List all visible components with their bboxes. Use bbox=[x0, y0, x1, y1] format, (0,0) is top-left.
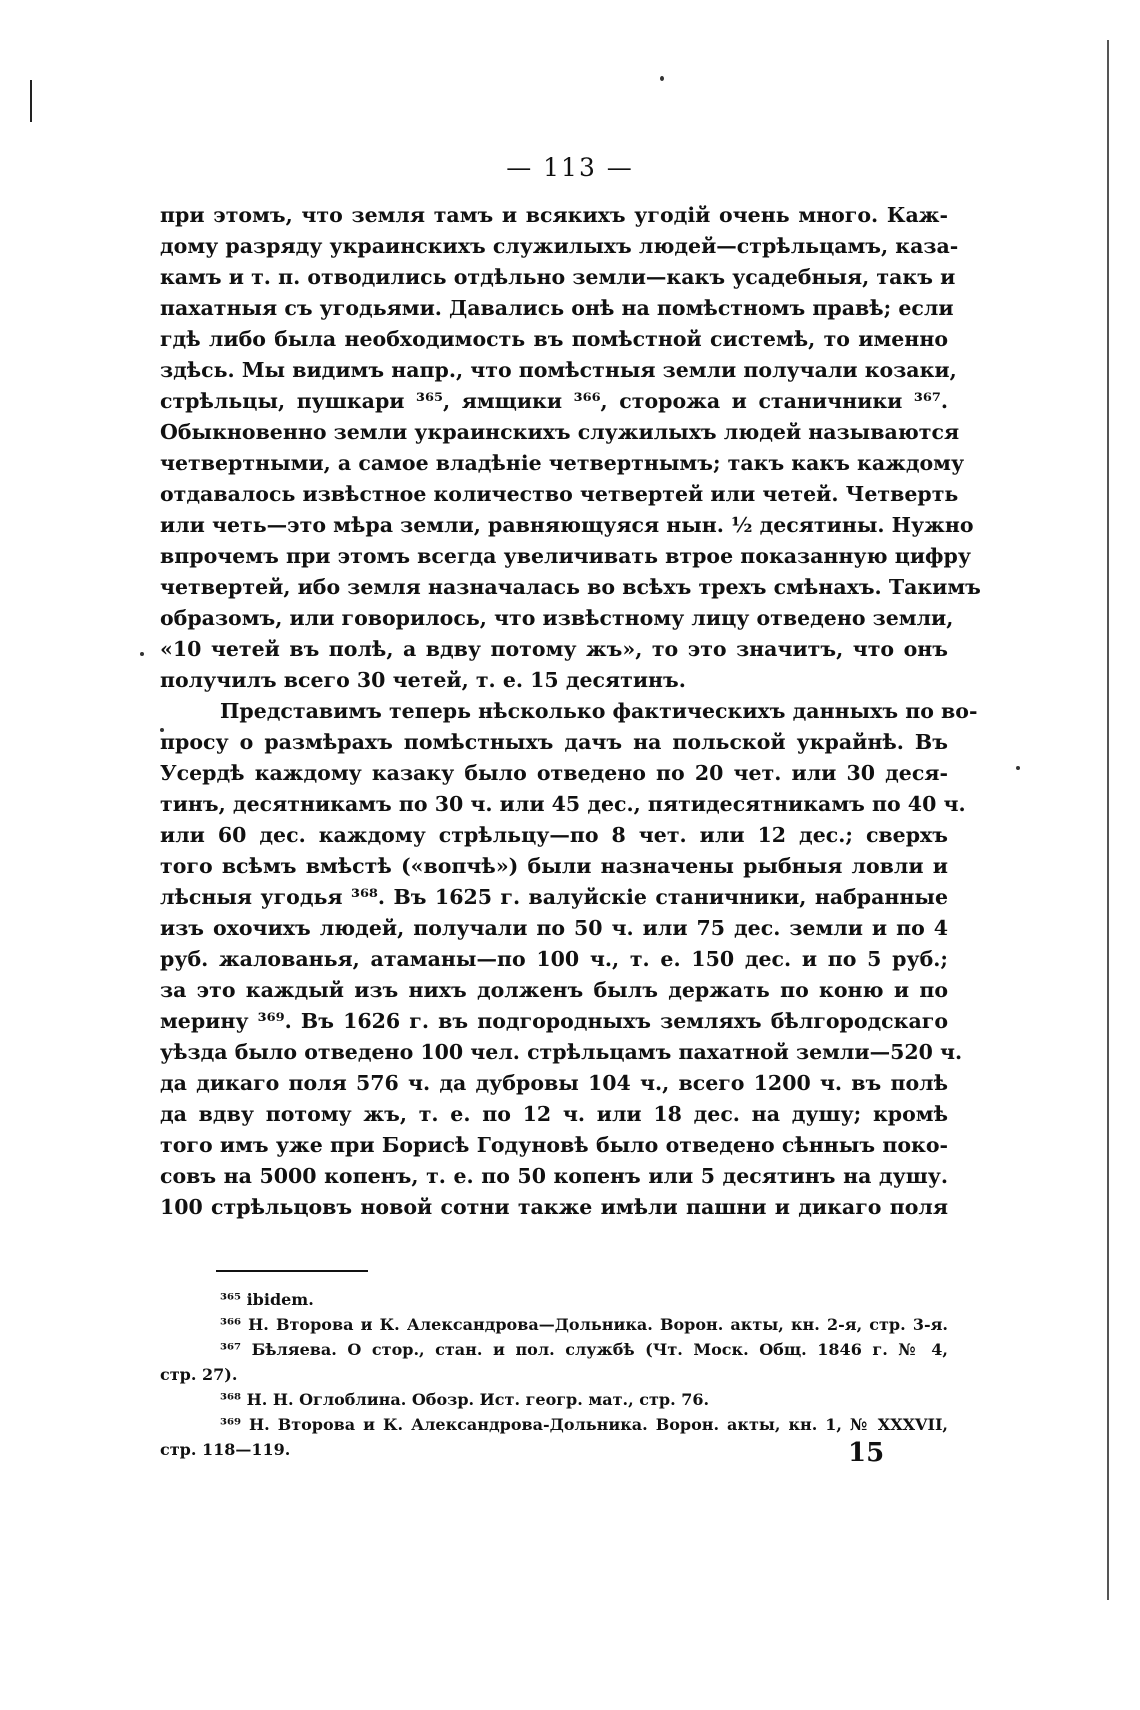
text-line: руб. жалованья, атаманы—по 100 ч., т. е. 150 дес. и по 5 руб.; bbox=[160, 947, 948, 971]
footnote-continuation: стр. 27). bbox=[160, 1365, 238, 1384]
text-line: образомъ, или говорилось, что извѣстному лицу отведено земли, bbox=[160, 606, 954, 630]
printer-signature: 15 bbox=[848, 1438, 885, 1468]
text-line: мерину ³⁶⁹. Въ 1626 г. въ подгородныхъ земляхъ бѣлгородскаго bbox=[160, 1009, 948, 1033]
text-line: или четь—это мѣра земли, равняющуяся нын. ½ десятины. Нужно bbox=[160, 513, 974, 537]
text-line: Обыкновенно земли украинскихъ служилыхъ людей называются bbox=[160, 420, 960, 444]
text-line: того имъ уже при Борисѣ Годуновѣ было отведено сѣнныъ поко- bbox=[160, 1133, 948, 1157]
footnote: ³⁶⁵ ibidem. bbox=[220, 1290, 314, 1309]
text-line: 100 стрѣльцовъ новой сотни также имѣли пашни и дикаго поля bbox=[160, 1195, 948, 1219]
text-line: лѣсныя угодья ³⁶⁸. Въ 1625 г. валуйскіе станичники, набранные bbox=[160, 885, 948, 909]
text-line: просу о размѣрахъ помѣстныхъ дачъ на польской украйнѣ. Въ bbox=[160, 730, 948, 754]
text-line: камъ и т. п. отводились отдѣльно земли—какъ усадебныя, такъ и bbox=[160, 265, 956, 289]
page-number: — 113 — bbox=[506, 153, 634, 182]
right-edge-mark bbox=[1107, 40, 1109, 1600]
footnote: ³⁶⁸ Н. Н. Оглоблина. Обозр. Ист. геогр. мат., стр. 76. bbox=[220, 1390, 710, 1409]
text-line: четвертными, а самое владѣніе четвертнымъ; такъ какъ каждому bbox=[160, 451, 965, 475]
paragraph-start-line: Представимъ теперь нѣсколько фактическихъ данныхъ по во- bbox=[220, 699, 978, 723]
text-line: здѣсь. Мы видимъ напр., что помѣстныя земли получали козаки, bbox=[160, 358, 957, 382]
text-line: пахатныя съ угодьями. Давались онѣ на помѣстномъ правѣ; если bbox=[160, 296, 954, 320]
text-line: отдавалось извѣстное количество четвертей или четей. Четверть bbox=[160, 482, 959, 506]
text-line: гдѣ либо была необходимость въ помѣстной системѣ, то именно bbox=[160, 327, 948, 351]
text-line: дому разряду украинскихъ служилыхъ людей—стрѣльцамъ, каза- bbox=[160, 234, 959, 258]
footnote: ³⁶⁶ Н. Второва и К. Александрова—Дольника. Ворон. акты, кн. 2-я, стр. 3-я. bbox=[220, 1315, 948, 1334]
text-line: или 60 дес. каждому стрѣльцу—по 8 чет. или 12 дес.; сверхъ bbox=[160, 823, 948, 847]
text-line: да дикаго поля 576 ч. да дубровы 104 ч., всего 1200 ч. въ полѣ bbox=[160, 1071, 948, 1095]
text-line: за это каждый изъ нихъ долженъ былъ держать по коню и по bbox=[160, 978, 948, 1002]
main-text bbox=[160, 200, 981, 1223]
speck bbox=[140, 652, 144, 656]
footnote: ³⁶⁹ Н. Второва и К. Александрова-Дольника. Ворон. акты, кн. 1, № XXXVII, bbox=[220, 1415, 948, 1434]
text-line: впрочемъ при этомъ всегда увеличивать втрое показанную цифру bbox=[160, 544, 972, 568]
footnote-continuation: стр. 118—119. bbox=[160, 1440, 291, 1459]
text-line: Усердѣ каждому казаку было отведено по 20 чет. или 30 деся- bbox=[160, 761, 948, 785]
text-line: да вдву потому жъ, т. е. по 12 ч. или 18 дес. на душу; кромѣ bbox=[160, 1102, 948, 1126]
text-line: тинъ, десятникамъ по 30 ч. или 45 дес., пятидесятникамъ по 40 ч. bbox=[160, 792, 966, 816]
footnote-separator bbox=[216, 1270, 368, 1272]
text-line: «10 четей въ полѣ, а вдву потому жъ», то это значитъ, что онъ bbox=[160, 637, 948, 661]
text-line: стрѣльцы, пушкари ³⁶⁵, ямщики ³⁶⁶, сторожа и станичники ³⁶⁷. bbox=[160, 389, 948, 413]
text-line: изъ охочихъ людей, получали по 50 ч. или 75 дес. земли и по 4 bbox=[160, 916, 948, 940]
text-line: при этомъ, что земля тамъ и всякихъ угодій очень много. Каж- bbox=[160, 203, 948, 227]
text-line: того всѣмъ вмѣстѣ («вопчѣ») были назначены рыбныя ловли и bbox=[160, 854, 948, 878]
text-line: уѣзда было отведено 100 чел. стрѣльцамъ пахатной земли—520 ч. bbox=[160, 1040, 963, 1064]
footnote: ³⁶⁷ Бѣляева. О стор., стан. и пол. службѣ (Чт. Моск. Общ. 1846 г. № 4, bbox=[220, 1340, 948, 1359]
left-edge-mark bbox=[30, 80, 32, 122]
speck bbox=[1016, 766, 1020, 770]
text-line: получилъ всего 30 четей, т. е. 15 десятинъ. bbox=[160, 668, 686, 692]
text-line: совъ на 5000 копенъ, т. е. по 50 копенъ или 5 десятинъ на душу. bbox=[160, 1164, 948, 1188]
text-line: четвертей, ибо земля назначалась во всѣхъ трехъ смѣнахъ. Такимъ bbox=[160, 575, 981, 599]
footnotes bbox=[160, 1287, 948, 1462]
speck bbox=[660, 76, 664, 81]
